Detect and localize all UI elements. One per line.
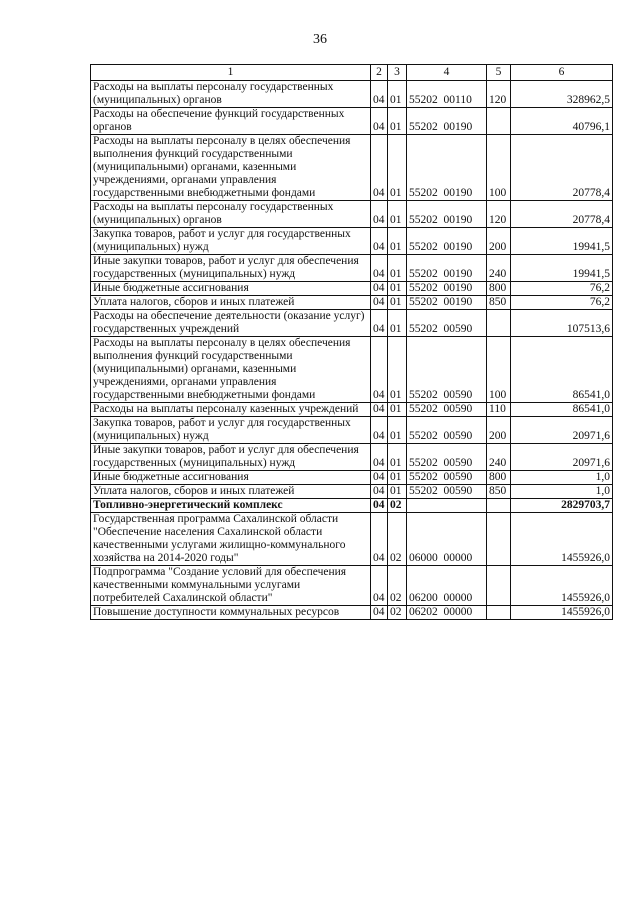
- table-row: [91, 81, 613, 108]
- cell-name: Расходы на выплаты персоналу государственных (муниципальных) органов: [91, 201, 371, 228]
- header-col-2: 2: [371, 65, 388, 81]
- cell-section: 04: [371, 337, 388, 403]
- cell-target-article: 55202 00190: [407, 228, 487, 255]
- cell-section: 04: [371, 513, 388, 566]
- cell-name: Расходы на обеспечение деятельности (оказание услуг) государственных учреждений: [91, 310, 371, 337]
- cell-name: Подпрограмма "Создание условий для обеспечения качественными коммунальными услугами потребителей Сахалинской области": [91, 566, 371, 606]
- cell-expense-type: 120: [487, 201, 511, 228]
- cell-expense-type: 850: [487, 485, 511, 499]
- cell-subsection: 02: [388, 499, 407, 513]
- table-row: [91, 444, 613, 471]
- cell-name: Иные закупки товаров, работ и услуг для обеспечения государственных (муниципальных) нужд: [91, 444, 371, 471]
- table-row: [91, 337, 613, 403]
- cell-name: Иные бюджетные ассигнования: [91, 282, 371, 296]
- cell-subsection: 01: [388, 444, 407, 471]
- cell-subsection: 02: [388, 606, 407, 620]
- cell-subsection: 01: [388, 417, 407, 444]
- cell-expense-type: [487, 606, 511, 620]
- table-row: [91, 296, 613, 310]
- cell-subsection: 02: [388, 513, 407, 566]
- cell-target-article: 55202 00190: [407, 282, 487, 296]
- cell-target-article: 55202 00590: [407, 337, 487, 403]
- cell-section: 04: [371, 255, 388, 282]
- table-row: [91, 485, 613, 499]
- cell-name: Закупка товаров, работ и услуг для государственных (муниципальных) нужд: [91, 417, 371, 444]
- cell-target-article: 55202 00590: [407, 471, 487, 485]
- cell-target-article: 55202 00590: [407, 417, 487, 444]
- header-col-3: 3: [388, 65, 407, 81]
- cell-amount: 20971,6: [511, 417, 613, 444]
- cell-subsection: 01: [388, 228, 407, 255]
- cell-name: Уплата налогов, сборов и иных платежей: [91, 296, 371, 310]
- cell-section: 04: [371, 566, 388, 606]
- cell-expense-type: [487, 566, 511, 606]
- cell-section: 04: [371, 81, 388, 108]
- cell-amount: 86541,0: [511, 337, 613, 403]
- cell-amount: 86541,0: [511, 403, 613, 417]
- cell-name: Иные закупки товаров, работ и услуг для обеспечения государственных (муниципальных) нужд: [91, 255, 371, 282]
- cell-expense-type: 200: [487, 228, 511, 255]
- cell-amount: 1,0: [511, 471, 613, 485]
- cell-name: Расходы на выплаты персоналу казенных учреждений: [91, 403, 371, 417]
- cell-expense-type: 200: [487, 417, 511, 444]
- cell-section: 04: [371, 499, 388, 513]
- cell-section: 04: [371, 282, 388, 296]
- header-col-1: 1: [91, 65, 371, 81]
- cell-name: Расходы на выплаты персоналу государственных (муниципальных) органов: [91, 81, 371, 108]
- cell-amount: 328962,5: [511, 81, 613, 108]
- cell-target-article: 55202 00190: [407, 255, 487, 282]
- cell-name: Расходы на обеспечение функций государственных органов: [91, 108, 371, 135]
- table-row: [91, 310, 613, 337]
- cell-section: 04: [371, 135, 388, 201]
- budget-table: [90, 64, 613, 620]
- cell-target-article: 06200 00000: [407, 566, 487, 606]
- cell-expense-type: 120: [487, 81, 511, 108]
- table-row: [91, 108, 613, 135]
- table-row: [91, 499, 613, 513]
- cell-subsection: 01: [388, 296, 407, 310]
- cell-section: 04: [371, 310, 388, 337]
- table-row: [91, 513, 613, 566]
- cell-amount: 19941,5: [511, 228, 613, 255]
- cell-subsection: 01: [388, 201, 407, 228]
- table-row: [91, 135, 613, 201]
- cell-name: Закупка товаров, работ и услуг для государственных (муниципальных) нужд: [91, 228, 371, 255]
- cell-name: Повышение доступности коммунальных ресурсов: [91, 606, 371, 620]
- header-col-6: 6: [511, 65, 613, 81]
- cell-target-article: 55202 00190: [407, 108, 487, 135]
- cell-section: 04: [371, 471, 388, 485]
- table-row: [91, 403, 613, 417]
- cell-amount: 76,2: [511, 296, 613, 310]
- cell-amount: 1455926,0: [511, 566, 613, 606]
- cell-amount: 20778,4: [511, 201, 613, 228]
- cell-subsection: 01: [388, 471, 407, 485]
- cell-section: 04: [371, 444, 388, 471]
- cell-section: 04: [371, 417, 388, 444]
- cell-expense-type: 110: [487, 403, 511, 417]
- cell-target-article: 55202 00590: [407, 403, 487, 417]
- cell-target-article: 55202 00590: [407, 444, 487, 471]
- cell-section: 04: [371, 296, 388, 310]
- table-row: [91, 255, 613, 282]
- cell-subsection: 01: [388, 135, 407, 201]
- cell-amount: 76,2: [511, 282, 613, 296]
- cell-subsection: 01: [388, 337, 407, 403]
- cell-amount: 1455926,0: [511, 606, 613, 620]
- table-header-row: [91, 65, 613, 81]
- cell-section: 04: [371, 108, 388, 135]
- cell-name: Топливно-энергетический комплекс: [91, 499, 371, 513]
- cell-expense-type: 100: [487, 135, 511, 201]
- table-row: [91, 282, 613, 296]
- cell-section: 04: [371, 403, 388, 417]
- cell-name: Уплата налогов, сборов и иных платежей: [91, 485, 371, 499]
- cell-target-article: 55202 00190: [407, 201, 487, 228]
- cell-expense-type: 240: [487, 255, 511, 282]
- cell-amount: 20778,4: [511, 135, 613, 201]
- cell-section: 04: [371, 606, 388, 620]
- cell-name: Государственная программа Сахалинской области "Обеспечение населения Сахалинской области качественными услугами жилищно-коммунального хозяйства на 2014-2020 годы": [91, 513, 371, 566]
- cell-section: 04: [371, 201, 388, 228]
- table-row: [91, 228, 613, 255]
- cell-section: 04: [371, 485, 388, 499]
- cell-name: Расходы на выплаты персоналу в целях обеспечения выполнения функций государственными (муниципальными) органами, казенными учреждениями, органами управления государственными внебюджетными фондами: [91, 135, 371, 201]
- cell-target-article: [407, 499, 487, 513]
- cell-subsection: 01: [388, 485, 407, 499]
- cell-subsection: 01: [388, 108, 407, 135]
- cell-expense-type: [487, 310, 511, 337]
- table-body: [91, 81, 613, 620]
- cell-target-article: 55202 00590: [407, 485, 487, 499]
- cell-subsection: 01: [388, 403, 407, 417]
- cell-subsection: 01: [388, 81, 407, 108]
- cell-expense-type: 800: [487, 471, 511, 485]
- cell-expense-type: 800: [487, 282, 511, 296]
- table-row: [91, 201, 613, 228]
- cell-subsection: 01: [388, 255, 407, 282]
- cell-subsection: 01: [388, 282, 407, 296]
- page-number: 36: [313, 32, 327, 47]
- cell-section: 04: [371, 228, 388, 255]
- cell-amount: 1455926,0: [511, 513, 613, 566]
- cell-target-article: 55202 00190: [407, 296, 487, 310]
- cell-amount: 107513,6: [511, 310, 613, 337]
- table-row: [91, 471, 613, 485]
- cell-name: Расходы на выплаты персоналу в целях обеспечения выполнения функций государственными (муниципальными) органами, казенными учреждениями, органами управления государственными внебюджетными фондами: [91, 337, 371, 403]
- cell-expense-type: [487, 513, 511, 566]
- cell-subsection: 01: [388, 310, 407, 337]
- cell-target-article: 55202 00190: [407, 135, 487, 201]
- cell-target-article: 55202 00110: [407, 81, 487, 108]
- header-col-5: 5: [487, 65, 511, 81]
- table-row: [91, 606, 613, 620]
- cell-target-article: 55202 00590: [407, 310, 487, 337]
- cell-subsection: 02: [388, 566, 407, 606]
- cell-expense-type: 850: [487, 296, 511, 310]
- cell-amount: 20971,6: [511, 444, 613, 471]
- cell-amount: 19941,5: [511, 255, 613, 282]
- table-row: [91, 417, 613, 444]
- cell-expense-type: [487, 108, 511, 135]
- cell-amount: 40796,1: [511, 108, 613, 135]
- cell-expense-type: 240: [487, 444, 511, 471]
- cell-expense-type: [487, 499, 511, 513]
- cell-amount: 1,0: [511, 485, 613, 499]
- table-row: [91, 566, 613, 606]
- cell-target-article: 06000 00000: [407, 513, 487, 566]
- cell-expense-type: 100: [487, 337, 511, 403]
- header-col-4: 4: [407, 65, 487, 81]
- cell-name: Иные бюджетные ассигнования: [91, 471, 371, 485]
- cell-target-article: 06202 00000: [407, 606, 487, 620]
- cell-amount: 2829703,7: [511, 499, 613, 513]
